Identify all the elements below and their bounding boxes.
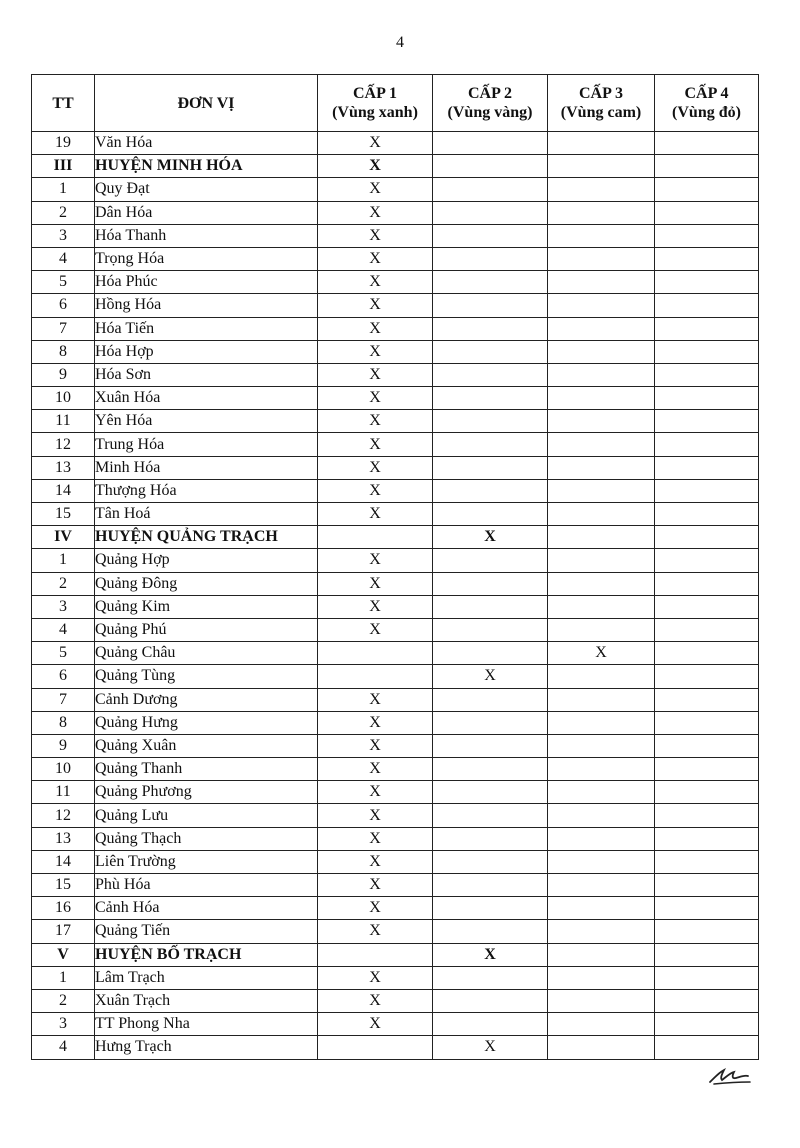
row-tt: 4 xyxy=(32,247,95,270)
row-level-4-mark xyxy=(655,989,759,1012)
row-level-2-mark xyxy=(433,711,548,734)
row-tt: 6 xyxy=(32,665,95,688)
row-tt: 7 xyxy=(32,317,95,340)
header-level-2 xyxy=(433,75,548,132)
header-tt: TT xyxy=(32,75,95,132)
table-row xyxy=(32,387,759,410)
row-level-4-mark xyxy=(655,572,759,595)
row-level-1-mark: X xyxy=(318,271,433,294)
row-tt: 15 xyxy=(32,503,95,526)
table-row xyxy=(32,850,759,873)
row-unit-name: HUYỆN QUẢNG TRẠCH xyxy=(95,526,318,549)
row-level-3-mark xyxy=(548,1013,655,1036)
row-level-2-mark xyxy=(433,549,548,572)
row-unit-name: Quảng Thanh xyxy=(95,758,318,781)
header-level-4-sub: (Vùng đỏ) xyxy=(672,104,741,121)
row-tt: 16 xyxy=(32,897,95,920)
table-row xyxy=(32,642,759,665)
row-tt: 1 xyxy=(32,549,95,572)
row-level-4-mark xyxy=(655,642,759,665)
row-tt: 19 xyxy=(32,132,95,155)
table-row xyxy=(32,920,759,943)
row-level-1-mark: X xyxy=(318,966,433,989)
row-level-4-mark xyxy=(655,387,759,410)
row-level-4-mark xyxy=(655,665,759,688)
row-level-2-mark xyxy=(433,201,548,224)
row-level-1-mark: X xyxy=(318,595,433,618)
table-row xyxy=(32,340,759,363)
row-level-2-mark xyxy=(433,132,548,155)
row-level-1-mark: X xyxy=(318,827,433,850)
row-level-4-mark xyxy=(655,827,759,850)
row-tt: 11 xyxy=(32,410,95,433)
row-level-1-mark: X xyxy=(318,433,433,456)
district-section-row xyxy=(32,155,759,178)
row-level-2-mark xyxy=(433,874,548,897)
row-level-2-mark xyxy=(433,850,548,873)
row-level-3-mark xyxy=(548,989,655,1012)
table-row xyxy=(32,178,759,201)
row-unit-name: Thượng Hóa xyxy=(95,479,318,502)
row-unit-name: Quảng Hưng xyxy=(95,711,318,734)
row-level-3-mark: X xyxy=(548,642,655,665)
row-level-2-mark xyxy=(433,989,548,1012)
row-unit-name: Quy Đạt xyxy=(95,178,318,201)
row-level-4-mark xyxy=(655,1036,759,1059)
row-level-3-mark xyxy=(548,688,655,711)
row-level-4-mark xyxy=(655,943,759,966)
row-level-3-mark xyxy=(548,572,655,595)
row-level-2-mark xyxy=(433,479,548,502)
row-tt: 7 xyxy=(32,688,95,711)
zone-level-table xyxy=(31,74,759,1060)
row-level-1-mark: X xyxy=(318,410,433,433)
row-level-2-mark: X xyxy=(433,1036,548,1059)
row-level-4-mark xyxy=(655,317,759,340)
table-row xyxy=(32,201,759,224)
row-level-2-mark xyxy=(433,340,548,363)
row-unit-name: Hóa Phúc xyxy=(95,271,318,294)
table-row xyxy=(32,1036,759,1059)
row-level-4-mark xyxy=(655,178,759,201)
table-row xyxy=(32,966,759,989)
row-unit-name: Quảng Tiến xyxy=(95,920,318,943)
row-unit-name: TT Phong Nha xyxy=(95,1013,318,1036)
row-tt: 12 xyxy=(32,804,95,827)
row-level-4-mark xyxy=(655,920,759,943)
table-body xyxy=(32,132,759,1060)
header-level-3 xyxy=(548,75,655,132)
row-level-1-mark: X xyxy=(318,549,433,572)
row-level-3-mark xyxy=(548,479,655,502)
row-level-1-mark: X xyxy=(318,155,433,178)
row-unit-name: Phù Hóa xyxy=(95,874,318,897)
row-level-1-mark: X xyxy=(318,618,433,641)
row-level-2-mark xyxy=(433,410,548,433)
row-level-3-mark xyxy=(548,363,655,386)
row-tt: 2 xyxy=(32,572,95,595)
row-level-4-mark xyxy=(655,526,759,549)
row-unit-name: Quảng Hợp xyxy=(95,549,318,572)
row-unit-name: Quảng Phú xyxy=(95,618,318,641)
row-unit-name: Trung Hóa xyxy=(95,433,318,456)
header-unit: ĐƠN VỊ xyxy=(95,75,318,132)
table-row xyxy=(32,132,759,155)
row-level-1-mark: X xyxy=(318,572,433,595)
row-unit-name: Hưng Trạch xyxy=(95,1036,318,1059)
row-level-2-mark xyxy=(433,618,548,641)
row-level-3-mark xyxy=(548,526,655,549)
row-unit-name: Xuân Trạch xyxy=(95,989,318,1012)
table-row xyxy=(32,989,759,1012)
row-level-4-mark xyxy=(655,966,759,989)
row-tt: 1 xyxy=(32,178,95,201)
row-level-3-mark xyxy=(548,943,655,966)
row-unit-name: Dân Hóa xyxy=(95,201,318,224)
table-row xyxy=(32,456,759,479)
row-level-3-mark xyxy=(548,966,655,989)
row-level-4-mark xyxy=(655,758,759,781)
row-tt: 9 xyxy=(32,734,95,757)
row-level-3-mark xyxy=(548,201,655,224)
page-number: 4 xyxy=(396,34,404,51)
table-header-row xyxy=(32,75,759,132)
row-level-3-mark xyxy=(548,874,655,897)
header-level-1-sub: (Vùng xanh) xyxy=(332,104,418,121)
row-level-2-mark xyxy=(433,781,548,804)
row-level-4-mark xyxy=(655,294,759,317)
header-level-3-sub: (Vùng cam) xyxy=(560,104,642,121)
row-level-4-mark xyxy=(655,1013,759,1036)
row-level-4-mark xyxy=(655,711,759,734)
row-tt: 9 xyxy=(32,363,95,386)
row-level-3-mark xyxy=(548,317,655,340)
row-tt: 14 xyxy=(32,850,95,873)
row-tt: 3 xyxy=(32,1013,95,1036)
row-tt: 12 xyxy=(32,433,95,456)
table-row xyxy=(32,874,759,897)
row-unit-name: Hóa Hợp xyxy=(95,340,318,363)
header-level-1 xyxy=(318,75,433,132)
row-unit-name: Hóa Tiến xyxy=(95,317,318,340)
row-level-4-mark xyxy=(655,503,759,526)
row-unit-name: HUYỆN MINH HÓA xyxy=(95,155,318,178)
row-tt: 1 xyxy=(32,966,95,989)
row-level-2-mark xyxy=(433,688,548,711)
row-unit-name: Quảng Xuân xyxy=(95,734,318,757)
row-level-1-mark xyxy=(318,665,433,688)
row-level-2-mark xyxy=(433,920,548,943)
row-level-1-mark xyxy=(318,1036,433,1059)
table-row xyxy=(32,595,759,618)
row-level-4-mark xyxy=(655,433,759,456)
table-row xyxy=(32,549,759,572)
table-row xyxy=(32,294,759,317)
table-row xyxy=(32,410,759,433)
row-level-3-mark xyxy=(548,224,655,247)
row-unit-name: Tân Hoá xyxy=(95,503,318,526)
row-level-1-mark: X xyxy=(318,363,433,386)
row-level-3-mark xyxy=(548,1036,655,1059)
header-level-1-title: CẤP 1 xyxy=(353,85,397,102)
table-row xyxy=(32,734,759,757)
row-unit-name: Liên Trường xyxy=(95,850,318,873)
table-row xyxy=(32,479,759,502)
row-level-4-mark xyxy=(655,804,759,827)
row-tt: 4 xyxy=(32,618,95,641)
row-level-2-mark xyxy=(433,758,548,781)
row-level-2-mark xyxy=(433,804,548,827)
row-tt: 14 xyxy=(32,479,95,502)
row-unit-name: Quảng Thạch xyxy=(95,827,318,850)
row-level-3-mark xyxy=(548,897,655,920)
row-unit-name: Quảng Châu xyxy=(95,642,318,665)
row-level-2-mark xyxy=(433,456,548,479)
row-tt: 10 xyxy=(32,387,95,410)
row-unit-name: Minh Hóa xyxy=(95,456,318,479)
table-row xyxy=(32,758,759,781)
row-level-1-mark: X xyxy=(318,456,433,479)
row-level-2-mark xyxy=(433,247,548,270)
row-level-3-mark xyxy=(548,340,655,363)
row-level-3-mark xyxy=(548,920,655,943)
row-level-2-mark xyxy=(433,387,548,410)
row-level-3-mark xyxy=(548,618,655,641)
row-level-3-mark xyxy=(548,781,655,804)
row-tt: 5 xyxy=(32,271,95,294)
row-level-2-mark xyxy=(433,155,548,178)
row-level-1-mark: X xyxy=(318,340,433,363)
row-level-1-mark: X xyxy=(318,479,433,502)
row-level-1-mark: X xyxy=(318,874,433,897)
row-level-2-mark: X xyxy=(433,526,548,549)
row-level-3-mark xyxy=(548,850,655,873)
row-level-3-mark xyxy=(548,734,655,757)
row-level-1-mark: X xyxy=(318,897,433,920)
row-tt: 11 xyxy=(32,781,95,804)
row-level-1-mark: X xyxy=(318,850,433,873)
row-level-4-mark xyxy=(655,456,759,479)
row-tt: 5 xyxy=(32,642,95,665)
row-level-4-mark xyxy=(655,688,759,711)
table-row xyxy=(32,363,759,386)
row-level-3-mark xyxy=(548,456,655,479)
row-tt: 2 xyxy=(32,201,95,224)
row-level-1-mark: X xyxy=(318,294,433,317)
row-unit-name: Quảng Phương xyxy=(95,781,318,804)
row-level-1-mark: X xyxy=(318,247,433,270)
row-level-2-mark xyxy=(433,294,548,317)
table-row xyxy=(32,827,759,850)
table-row xyxy=(32,897,759,920)
row-level-3-mark xyxy=(548,410,655,433)
table-row xyxy=(32,247,759,270)
row-tt: 17 xyxy=(32,920,95,943)
row-tt: III xyxy=(32,155,95,178)
row-level-1-mark xyxy=(318,526,433,549)
row-tt: 4 xyxy=(32,1036,95,1059)
row-unit-name: Văn Hóa xyxy=(95,132,318,155)
table-row xyxy=(32,317,759,340)
row-level-1-mark: X xyxy=(318,201,433,224)
row-level-3-mark xyxy=(548,758,655,781)
row-level-4-mark xyxy=(655,897,759,920)
row-tt: 13 xyxy=(32,827,95,850)
header-level-2-title: CẤP 2 xyxy=(468,85,512,102)
row-unit-name: Yên Hóa xyxy=(95,410,318,433)
header-level-2-sub: (Vùng vàng) xyxy=(447,104,533,121)
row-tt: 10 xyxy=(32,758,95,781)
row-level-3-mark xyxy=(548,827,655,850)
row-level-3-mark xyxy=(548,549,655,572)
row-level-1-mark: X xyxy=(318,317,433,340)
row-level-2-mark xyxy=(433,966,548,989)
row-level-1-mark: X xyxy=(318,1013,433,1036)
row-level-2-mark xyxy=(433,642,548,665)
row-unit-name: Xuân Hóa xyxy=(95,387,318,410)
header-level-4 xyxy=(655,75,759,132)
row-level-2-mark xyxy=(433,224,548,247)
table-row xyxy=(32,665,759,688)
row-level-3-mark xyxy=(548,247,655,270)
row-unit-name: Trọng Hóa xyxy=(95,247,318,270)
row-level-2-mark xyxy=(433,271,548,294)
row-unit-name: Quảng Tùng xyxy=(95,665,318,688)
row-level-1-mark xyxy=(318,943,433,966)
row-level-4-mark xyxy=(655,410,759,433)
row-tt: 3 xyxy=(32,595,95,618)
row-level-1-mark: X xyxy=(318,734,433,757)
row-tt: 2 xyxy=(32,989,95,1012)
row-level-4-mark xyxy=(655,132,759,155)
row-unit-name: Hóa Thanh xyxy=(95,224,318,247)
table-row xyxy=(32,224,759,247)
table-row xyxy=(32,271,759,294)
row-level-4-mark xyxy=(655,874,759,897)
row-level-2-mark xyxy=(433,734,548,757)
row-level-4-mark xyxy=(655,340,759,363)
row-unit-name: Hồng Hóa xyxy=(95,294,318,317)
row-unit-name: Quảng Kim xyxy=(95,595,318,618)
row-level-3-mark xyxy=(548,155,655,178)
table-row xyxy=(32,572,759,595)
row-level-2-mark xyxy=(433,363,548,386)
initials-signature-icon xyxy=(708,1064,754,1088)
row-level-2-mark xyxy=(433,827,548,850)
row-level-3-mark xyxy=(548,503,655,526)
row-level-4-mark xyxy=(655,734,759,757)
header-level-3-title: CẤP 3 xyxy=(579,85,623,102)
row-level-4-mark xyxy=(655,549,759,572)
row-level-1-mark: X xyxy=(318,178,433,201)
row-level-2-mark xyxy=(433,595,548,618)
row-tt: 8 xyxy=(32,711,95,734)
row-level-4-mark xyxy=(655,618,759,641)
row-level-4-mark xyxy=(655,247,759,270)
row-level-3-mark xyxy=(548,595,655,618)
row-level-1-mark: X xyxy=(318,758,433,781)
row-level-4-mark xyxy=(655,363,759,386)
row-level-4-mark xyxy=(655,224,759,247)
row-level-3-mark xyxy=(548,178,655,201)
table-row xyxy=(32,1013,759,1036)
row-unit-name: Cảnh Dương xyxy=(95,688,318,711)
row-level-1-mark: X xyxy=(318,387,433,410)
row-level-2-mark xyxy=(433,572,548,595)
row-level-1-mark: X xyxy=(318,804,433,827)
row-level-1-mark: X xyxy=(318,132,433,155)
row-level-3-mark xyxy=(548,433,655,456)
district-section-row xyxy=(32,526,759,549)
row-level-1-mark: X xyxy=(318,688,433,711)
row-level-2-mark xyxy=(433,503,548,526)
row-tt: V xyxy=(32,943,95,966)
row-level-2-mark xyxy=(433,317,548,340)
row-level-4-mark xyxy=(655,595,759,618)
row-level-1-mark xyxy=(318,642,433,665)
row-unit-name: Hóa Sơn xyxy=(95,363,318,386)
district-section-row xyxy=(32,943,759,966)
row-level-2-mark xyxy=(433,1013,548,1036)
row-level-1-mark: X xyxy=(318,781,433,804)
row-level-3-mark xyxy=(548,294,655,317)
row-unit-name: Cảnh Hóa xyxy=(95,897,318,920)
row-unit-name: Lâm Trạch xyxy=(95,966,318,989)
row-level-2-mark xyxy=(433,178,548,201)
row-tt: 15 xyxy=(32,874,95,897)
row-level-3-mark xyxy=(548,711,655,734)
table-row xyxy=(32,804,759,827)
table-row xyxy=(32,781,759,804)
row-unit-name: Quảng Lưu xyxy=(95,804,318,827)
row-level-2-mark xyxy=(433,897,548,920)
row-level-2-mark: X xyxy=(433,943,548,966)
header-level-4-title: CẤP 4 xyxy=(684,85,729,102)
row-unit-name: Quảng Đông xyxy=(95,572,318,595)
row-level-4-mark xyxy=(655,201,759,224)
row-tt: 13 xyxy=(32,456,95,479)
row-level-4-mark xyxy=(655,781,759,804)
table-row xyxy=(32,503,759,526)
row-level-2-mark: X xyxy=(433,665,548,688)
row-level-1-mark: X xyxy=(318,920,433,943)
row-tt: 3 xyxy=(32,224,95,247)
row-level-4-mark xyxy=(655,155,759,178)
table-row xyxy=(32,711,759,734)
table-row xyxy=(32,688,759,711)
row-level-3-mark xyxy=(548,387,655,410)
row-level-4-mark xyxy=(655,850,759,873)
row-level-3-mark xyxy=(548,271,655,294)
row-tt: 8 xyxy=(32,340,95,363)
table-row xyxy=(32,433,759,456)
row-level-3-mark xyxy=(548,665,655,688)
row-level-1-mark: X xyxy=(318,989,433,1012)
row-level-2-mark xyxy=(433,433,548,456)
table-row xyxy=(32,618,759,641)
row-level-1-mark: X xyxy=(318,224,433,247)
row-level-1-mark: X xyxy=(318,711,433,734)
row-level-1-mark: X xyxy=(318,503,433,526)
row-level-3-mark xyxy=(548,132,655,155)
row-level-4-mark xyxy=(655,479,759,502)
row-tt: 6 xyxy=(32,294,95,317)
row-level-3-mark xyxy=(548,804,655,827)
row-level-4-mark xyxy=(655,271,759,294)
row-tt: IV xyxy=(32,526,95,549)
row-unit-name: HUYỆN BỐ TRẠCH xyxy=(95,943,318,966)
